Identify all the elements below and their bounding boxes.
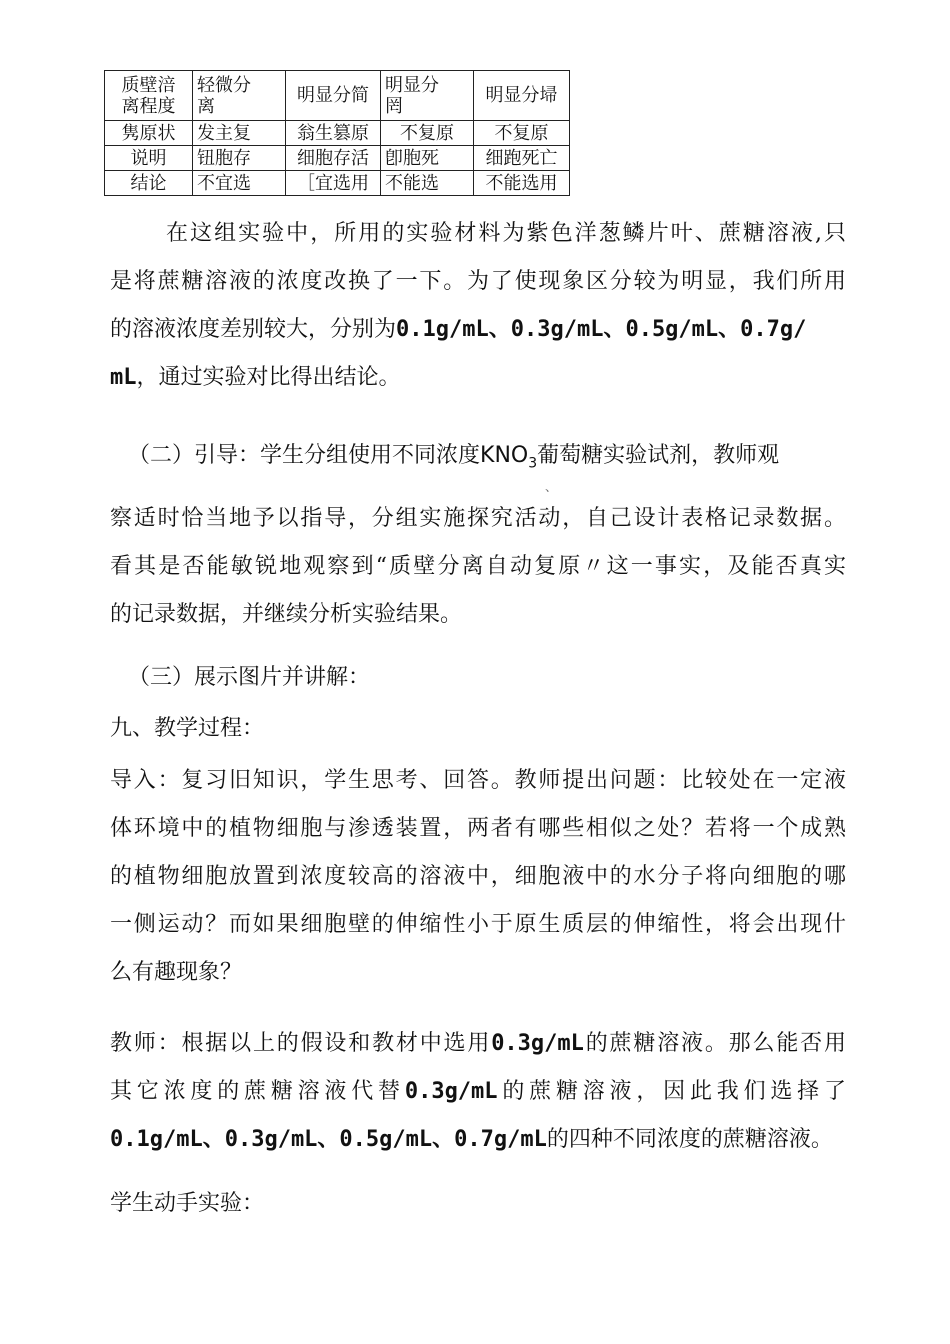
table-cell: 结论 <box>105 171 193 196</box>
paragraph-teacher <box>110 1020 846 1164</box>
table-cell: 不宜选 <box>193 171 286 196</box>
table-cell <box>105 71 193 121</box>
text-line <box>110 1020 846 1068</box>
text-line: 体环境中的植物细胞与渗透装置，两者有哪些相似之处？若将一个成熟 <box>110 816 846 841</box>
table-row <box>105 171 570 196</box>
table-cell: 说明 <box>105 146 193 171</box>
cell-text: 离程度 <box>121 95 176 117</box>
paragraph-introduction <box>110 757 846 997</box>
table-cell: 不能选 <box>381 171 474 196</box>
table-row <box>105 71 570 121</box>
unit-text: mL <box>110 365 137 390</box>
cell-text: 轻微分 <box>197 74 251 96</box>
text-line: 在这组实验中，所用的实验材料为紫色洋葱鳞片叶、蔗糖溶液,只 <box>166 221 846 246</box>
section-heading-hands-on: 学生动手实验： <box>110 1191 265 1216</box>
text-line: 么有趣现象？ <box>110 960 243 985</box>
formula-subscript: 3 <box>528 455 538 472</box>
stray-mark: 、 <box>545 480 558 494</box>
chemical-formula <box>480 443 538 472</box>
table-cell: 隽原状 <box>105 121 193 146</box>
table-cell <box>193 71 286 121</box>
paragraph-guidance-cont <box>110 495 846 639</box>
text-line: 的植物细胞放置到浓度较高的溶液中，细胞液中的水分子将向细胞的哪 <box>110 864 846 889</box>
text-span: 的溶液浓度差别较大，分别为 <box>110 317 397 342</box>
table-cell <box>381 71 474 121</box>
text-span: 其它浓度的蔗糖溶液代替 <box>110 1079 405 1104</box>
text-line <box>128 432 846 480</box>
text-line <box>110 306 846 354</box>
text-span: 的蔗糖溶液。那么能否用 <box>583 1031 846 1056</box>
cell-text: 离 <box>197 95 215 117</box>
table-cell: 细胞存活 <box>286 146 381 171</box>
table-cell: 不能选用 <box>474 171 570 196</box>
cell-text: 质壁涪 <box>121 74 176 96</box>
section-heading-images: （三）展示图片并讲解： <box>128 665 371 690</box>
text-line: 的记录数据，并继续分析实验结果。 <box>110 602 463 627</box>
text-line: 导入：复习旧知识，学生思考、回答。教师提出问题：比较处在一定液 <box>110 768 846 793</box>
text-span: 葡萄糖实验试剂，教师观 <box>537 443 780 468</box>
table-cell: 明显分简 <box>286 71 381 121</box>
table-row <box>105 146 570 171</box>
table-cell: 翁生篡原 <box>286 121 381 146</box>
table-cell: 细跑死亡 <box>474 146 570 171</box>
paragraph-guidance <box>128 432 846 480</box>
concentration-value: 0.3g/mL <box>491 1031 584 1056</box>
text-line: 看其是否能敏锐地观察到“质壁分离自动复原〃这一事实，及能否真实 <box>110 554 846 579</box>
concentration-values: 0.1g/mL、0.3g/mL、0.5g/mL、0.7g/ <box>396 317 807 342</box>
text-line: 察适时恰当地予以指导，分组实施探究活动，自己设计表格记录数据。 <box>110 506 846 531</box>
section-heading-teaching-process: 九、教学过程： <box>110 716 265 741</box>
text-line <box>110 1068 846 1116</box>
formula-text: KNO <box>480 443 529 468</box>
text-line: 是将蔗糖溶液的浓度改换了一下。为了使现象区分较为明显，我们所用 <box>110 269 846 294</box>
table-cell: 明显分埽 <box>474 71 570 121</box>
text-line <box>110 1116 846 1164</box>
text-span: 教师：根据以上的假设和教材中选用 <box>110 1031 492 1056</box>
text-line: 一侧运动？而如果细胞壁的伸缩性小于原生质层的伸缩性，将会出现什 <box>110 912 846 937</box>
text-span: ，通过实验对比得出结论。 <box>136 365 401 390</box>
table-row <box>105 121 570 146</box>
table-cell: ［宜选用 <box>286 171 381 196</box>
text-span: 的四种不同浓度的蔗糖溶液。 <box>546 1127 833 1152</box>
text-line <box>110 354 846 402</box>
table-cell: 钮胞存 <box>193 146 286 171</box>
concentration-values: 0.1g/mL、0.3g/mL、0.5g/mL、0.7g/mL <box>110 1127 547 1152</box>
table-cell: 不复原 <box>474 121 570 146</box>
paragraph-experiment-materials <box>110 210 846 402</box>
text-span: 的蔗糖溶液，因此我们选择了 <box>497 1079 846 1104</box>
text-span: （二）引导：学生分组使用不同浓度 <box>128 443 481 468</box>
comparison-table <box>104 70 570 196</box>
cell-text: 明显分 <box>385 74 439 96</box>
table-cell: 不复原 <box>381 121 474 146</box>
table-cell: 卽胞死 <box>381 146 474 171</box>
cell-text: 罔 <box>385 95 403 117</box>
table-cell: 发主复 <box>193 121 286 146</box>
concentration-value: 0.3g/mL <box>404 1079 498 1104</box>
